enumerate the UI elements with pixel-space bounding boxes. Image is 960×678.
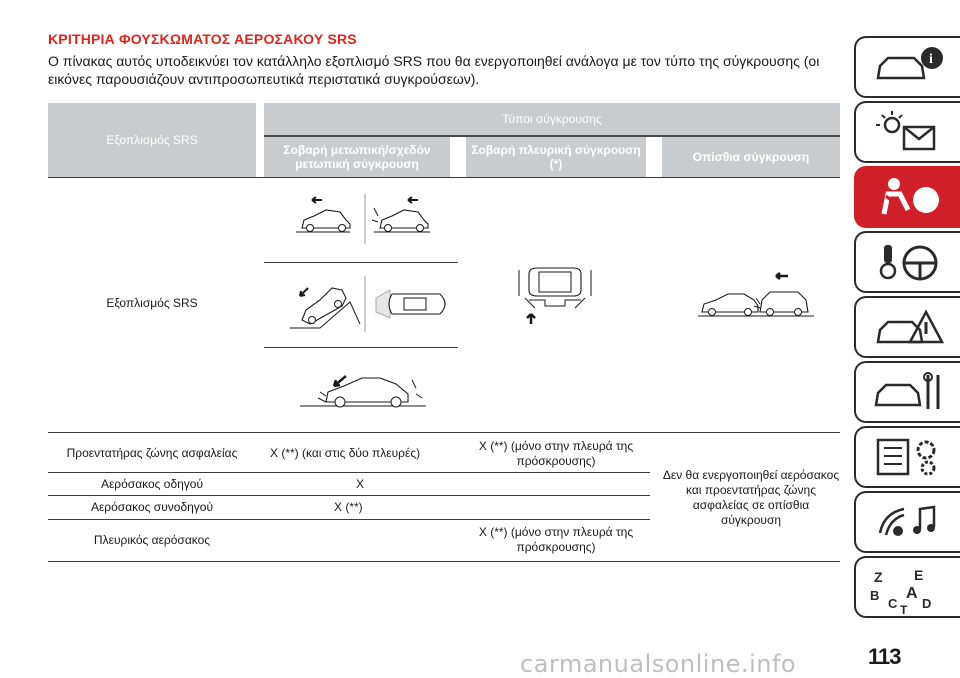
svg-text:i: i — [929, 52, 933, 67]
frontal-collision-top-left-icon — [270, 188, 460, 248]
car-info-icon — [870, 44, 950, 90]
row-side-value: X (**) (μόνο στην πλευρά της πρόσκρουσης) — [478, 525, 634, 554]
car-maintenance-icon — [870, 369, 950, 415]
header-side-collision: Σοβαρή πλευρική σύγκρουση (*) — [466, 137, 646, 177]
header-collision-types: Τύποι σύγκρουσης — [264, 103, 840, 135]
row-frontal-value: X (**) — [334, 500, 363, 514]
table-line-bottom — [48, 561, 840, 562]
rear-collision-illustration-icon — [696, 264, 816, 324]
row-side-value: X (**) (μόνο στην πλευρά της πρόσκρουσης) — [478, 439, 634, 468]
svg-text:D: D — [922, 596, 932, 611]
rear-collision-note: Δεν θα ενεργοποιηθεί αερόσακος και προεντατήρας ζώνης ασφαλείας σε οπίσθια σύγκρουση — [662, 468, 840, 527]
tab-maintenance[interactable] — [854, 361, 960, 423]
tab-starting-driving[interactable] — [854, 231, 960, 293]
header-srs-equipment: Εξοπλισμός SRS — [48, 103, 256, 177]
tab-technical-specs[interactable] — [854, 426, 960, 488]
table-line-row2 — [48, 495, 650, 496]
tab-index[interactable] — [854, 556, 960, 618]
row-frontal-value: X — [356, 477, 365, 491]
intro-paragraph: Ο πίνακας αυτός υποδεικνύει τον κατάλληλο εξοπλισμό SRS που θα ενεργοποιηθεί ανάλογα με τον τύπο της σύγκρουσης (οι εικόνες παρουσιάζουν αντιπροσωπευτικά περιστατικά συγκρούσεων). — [48, 53, 820, 87]
header-rear-collision: Οπίσθια σύγκρουση — [662, 137, 840, 177]
tab-warning-lights[interactable] — [854, 101, 960, 163]
page-number: 113 — [868, 644, 901, 669]
tab-car-info[interactable] — [854, 36, 960, 98]
frontal-collision-underride-icon — [296, 358, 436, 418]
tab-multimedia[interactable] — [854, 491, 960, 553]
table-line-header — [48, 177, 840, 178]
svg-text:B: B — [870, 588, 880, 603]
header-frontal-collision: Σοβαρή μετωπική/σχεδόν μετωπική σύγκρουση — [264, 137, 450, 177]
svg-text:E: E — [914, 567, 924, 583]
illustration-row-label: Εξοπλισμός SRS — [106, 296, 198, 310]
table-line-row1 — [48, 472, 650, 473]
tab-safety[interactable] — [854, 166, 960, 228]
row-label-side-airbag: Πλευρικός αερόσακος — [93, 533, 211, 547]
multimedia-icon — [870, 499, 950, 545]
side-collision-illustration-icon — [515, 262, 595, 332]
index-letters-icon — [870, 564, 950, 616]
tab-emergency[interactable] — [854, 296, 960, 358]
row-frontal-value: X (**) (και στις δύο πλευρές) — [270, 446, 421, 460]
svg-text:T: T — [900, 603, 908, 616]
section-heading: ΚΡΙΤΗΡΙΑ ΦΟΥΣΚΩΜΑΤΟΣ ΑΕΡΟΣΑΚΟΥ SRS — [48, 31, 357, 47]
watermark-text: carmanualsonline.info — [520, 650, 797, 678]
specs-gears-icon — [870, 434, 950, 480]
svg-text:A: A — [906, 585, 918, 602]
row-label-passenger-airbag: Αερόσακος συνοδηγού — [90, 500, 214, 514]
svg-text:Z: Z — [874, 569, 883, 585]
key-steering-wheel-icon — [870, 239, 950, 285]
warning-lights-mail-icon — [870, 109, 950, 155]
frontal-divider-1 — [264, 262, 458, 263]
table-line-illustrations — [48, 432, 840, 433]
frontal-collision-ramp-icon — [280, 272, 460, 336]
svg-text:C: C — [888, 596, 898, 611]
emergency-car-icon — [870, 304, 950, 350]
frontal-divider-2 — [264, 347, 458, 348]
table-line-row3 — [48, 519, 650, 520]
row-label-seatbelt-pretensioner: Προεντατήρας ζώνης ασφαλείας — [66, 446, 238, 460]
row-label-driver-airbag: Αερόσακος οδηγού — [100, 477, 204, 491]
seatbelt-airbag-icon — [870, 174, 950, 220]
